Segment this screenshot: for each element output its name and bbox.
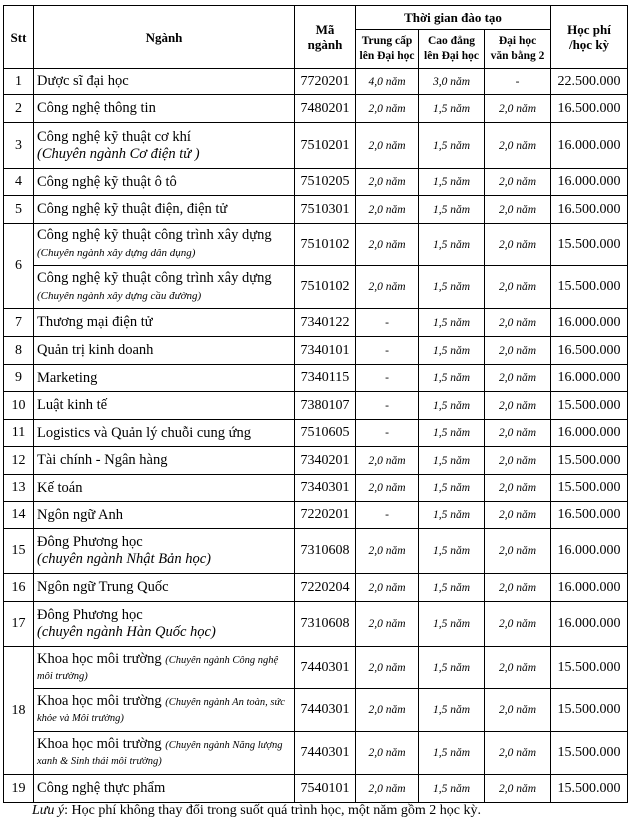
duration-college-cell: 1,5 năm	[419, 196, 485, 224]
table-row	[4, 689, 628, 732]
code-cell: 7340122	[295, 309, 356, 337]
fee-cell: 15.500.000	[551, 392, 628, 420]
major-cell	[34, 123, 295, 169]
duration-college-cell: 1,5 năm	[419, 337, 485, 365]
header-code-line1: Mã	[315, 22, 335, 37]
header-second-degree-line2: văn bằng 2	[490, 50, 545, 62]
major-cell	[34, 529, 295, 574]
duration-second-degree-cell: 2,0 năm	[485, 775, 551, 803]
major-name: Công nghệ kỹ thuật công trình xây dựng	[37, 269, 272, 286]
fee-cell: 15.500.000	[551, 689, 628, 732]
duration-intermediate-cell: 2,0 năm	[356, 123, 419, 169]
duration-college-cell: 1,5 năm	[419, 420, 485, 447]
duration-intermediate-cell: 2,0 năm	[356, 95, 419, 123]
major-name: Khoa học môi trường	[37, 736, 162, 752]
duration-intermediate-cell: 2,0 năm	[356, 266, 419, 309]
table-row	[4, 529, 628, 574]
table-row	[4, 392, 628, 420]
table-row	[4, 169, 628, 196]
major-cell: Marketing	[34, 365, 295, 392]
header-college-line1: Cao đẳng	[428, 35, 475, 47]
major-specialization: (Chuyên ngành Công nghệ môi trường)	[37, 654, 279, 682]
major-name: Đông Phương học	[37, 534, 143, 550]
duration-college-cell: 3,0 năm	[419, 69, 485, 95]
fee-cell: 16.000.000	[551, 123, 628, 169]
duration-college-cell: 1,5 năm	[419, 392, 485, 420]
major-name: Khoa học môi trường	[37, 693, 162, 709]
major-specialization: (Chuyên ngành An toàn, sức khỏe và Môi trường)	[37, 697, 285, 724]
major-specialization: (Chuyên ngành xây dựng cầu đường)	[37, 289, 202, 302]
duration-intermediate-cell: 2,0 năm	[356, 647, 419, 689]
major-cell: Công nghệ kỹ thuật ô tô	[34, 169, 295, 196]
header-second-degree-line1: Đại học	[498, 35, 537, 47]
code-cell: 7510205	[295, 169, 356, 196]
duration-college-cell: 1,5 năm	[419, 169, 485, 196]
duration-college-cell: 1,5 năm	[419, 475, 485, 502]
duration-second-degree-cell: 2,0 năm	[485, 309, 551, 337]
duration-second-degree-cell: 2,0 năm	[485, 95, 551, 123]
stt-cell: 14	[4, 502, 34, 529]
fee-cell: 15.500.000	[551, 775, 628, 803]
major-name: Công nghệ kỹ thuật cơ khí	[37, 128, 191, 145]
stt-cell: 13	[4, 475, 34, 502]
table-row	[4, 502, 628, 529]
fee-cell: 15.500.000	[551, 266, 628, 309]
major-cell	[34, 647, 295, 689]
duration-second-degree-cell: 2,0 năm	[485, 447, 551, 475]
code-cell: 7380107	[295, 392, 356, 420]
header-major: Ngành	[34, 6, 295, 69]
header-fee-line2: /học kỳ	[568, 37, 610, 52]
header-second-degree	[485, 30, 551, 69]
fee-cell: 16.500.000	[551, 196, 628, 224]
code-cell: 7510102	[295, 266, 356, 309]
stt-cell: 18	[4, 647, 34, 775]
duration-college-cell: 1,5 năm	[419, 365, 485, 392]
major-cell	[34, 732, 295, 775]
duration-second-degree-cell: 2,0 năm	[485, 337, 551, 365]
duration-second-degree-cell: 2,0 năm	[485, 196, 551, 224]
major-cell: Công nghệ kỹ thuật điện, điện tử	[34, 196, 295, 224]
duration-second-degree-cell: -	[485, 69, 551, 95]
duration-second-degree-cell: 2,0 năm	[485, 529, 551, 574]
fee-cell: 15.500.000	[551, 224, 628, 266]
footnote-text: : Học phí không thay đổi trong suốt quá trình học, một năm gồm 2 học kỳ.	[64, 803, 481, 818]
footnote-label: Lưu ý	[32, 803, 65, 818]
duration-intermediate-cell: 2,0 năm	[356, 196, 419, 224]
table-row	[4, 574, 628, 602]
header-fee	[551, 6, 628, 69]
major-name: Đông Phương học	[37, 607, 143, 623]
stt-cell: 11	[4, 420, 34, 447]
table-row	[4, 447, 628, 475]
stt-cell: 2	[4, 95, 34, 123]
major-cell	[34, 224, 295, 266]
duration-college-cell: 1,5 năm	[419, 266, 485, 309]
fee-cell: 16.000.000	[551, 365, 628, 392]
duration-college-cell: 1,5 năm	[419, 502, 485, 529]
duration-college-cell: 1,5 năm	[419, 95, 485, 123]
major-cell: Logistics và Quản lý chuỗi cung ứng	[34, 420, 295, 447]
code-cell: 7340101	[295, 337, 356, 365]
code-cell: 7480201	[295, 95, 356, 123]
code-cell: 7340201	[295, 447, 356, 475]
fee-cell: 15.500.000	[551, 475, 628, 502]
duration-college-cell: 1,5 năm	[419, 689, 485, 732]
fee-cell: 16.500.000	[551, 502, 628, 529]
major-cell: Dược sĩ đại học	[34, 69, 295, 95]
fee-cell: 15.500.000	[551, 447, 628, 475]
table-row	[4, 420, 628, 447]
header-duration: Thời gian đào tạo	[356, 6, 551, 30]
code-cell: 7510102	[295, 224, 356, 266]
major-cell: Công nghệ thông tin	[34, 95, 295, 123]
stt-cell: 1	[4, 69, 34, 95]
table-row	[4, 196, 628, 224]
major-name: Khoa học môi trường	[37, 650, 162, 667]
stt-cell: 19	[4, 775, 34, 803]
duration-second-degree-cell: 2,0 năm	[485, 365, 551, 392]
header-code	[295, 6, 356, 69]
duration-college-cell: 1,5 năm	[419, 775, 485, 803]
code-cell: 7440301	[295, 647, 356, 689]
duration-intermediate-cell: 2,0 năm	[356, 224, 419, 266]
table-row	[4, 647, 628, 689]
stt-cell: 8	[4, 337, 34, 365]
fee-cell: 16.000.000	[551, 169, 628, 196]
table-row	[4, 365, 628, 392]
major-cell: Công nghệ thực phẩm	[34, 775, 295, 803]
stt-cell: 10	[4, 392, 34, 420]
header-fee-line1: Học phí	[567, 22, 611, 37]
major-cell: Kế toán	[34, 475, 295, 502]
header-college-line2: lên Đại học	[424, 50, 479, 62]
table-row	[4, 602, 628, 647]
major-name: Công nghệ kỹ thuật công trình xây dựng	[37, 227, 272, 243]
duration-intermediate-cell: -	[356, 309, 419, 337]
duration-intermediate-cell: 2,0 năm	[356, 689, 419, 732]
duration-second-degree-cell: 2,0 năm	[485, 602, 551, 647]
major-cell: Thương mại điện tử	[34, 309, 295, 337]
header-stt: Stt	[4, 6, 34, 69]
fee-cell: 16.000.000	[551, 420, 628, 447]
table-row	[4, 123, 628, 169]
fee-cell: 22.500.000	[551, 69, 628, 95]
stt-cell: 5	[4, 196, 34, 224]
table-row	[4, 95, 628, 123]
header-intermediate-line2: lên Đại học	[359, 50, 415, 62]
duration-second-degree-cell: 2,0 năm	[485, 123, 551, 169]
table-row	[4, 775, 628, 803]
code-cell: 7310608	[295, 529, 356, 574]
duration-second-degree-cell: 2,0 năm	[485, 502, 551, 529]
fee-cell: 16.000.000	[551, 574, 628, 602]
major-cell: Ngôn ngữ Trung Quốc	[34, 574, 295, 602]
table-row	[4, 732, 628, 775]
duration-second-degree-cell: 2,0 năm	[485, 574, 551, 602]
code-cell: 7720201	[295, 69, 356, 95]
duration-intermediate-cell: -	[356, 365, 419, 392]
stt-cell: 7	[4, 309, 34, 337]
duration-second-degree-cell: 2,0 năm	[485, 392, 551, 420]
duration-intermediate-cell: 2,0 năm	[356, 169, 419, 196]
code-cell: 7310608	[295, 602, 356, 647]
duration-second-degree-cell: 2,0 năm	[485, 689, 551, 732]
fee-cell: 16.500.000	[551, 95, 628, 123]
table-row	[4, 337, 628, 365]
duration-college-cell: 1,5 năm	[419, 574, 485, 602]
table-row	[4, 266, 628, 309]
major-cell	[34, 689, 295, 732]
duration-intermediate-cell: -	[356, 337, 419, 365]
duration-intermediate-cell: 2,0 năm	[356, 447, 419, 475]
code-cell: 7340115	[295, 365, 356, 392]
stt-cell: 15	[4, 529, 34, 574]
duration-second-degree-cell: 2,0 năm	[485, 169, 551, 196]
major-specialization: (chuyên ngành Nhật Bản học)	[37, 551, 211, 567]
code-cell: 7510201	[295, 123, 356, 169]
duration-intermediate-cell: 2,0 năm	[356, 574, 419, 602]
stt-cell: 12	[4, 447, 34, 475]
duration-college-cell: 1,5 năm	[419, 447, 485, 475]
header-code-line2: ngành	[307, 37, 343, 52]
fee-cell: 16.000.000	[551, 529, 628, 574]
header-college	[419, 30, 485, 69]
duration-intermediate-cell: 2,0 năm	[356, 602, 419, 647]
duration-college-cell: 1,5 năm	[419, 602, 485, 647]
fee-cell: 16.000.000	[551, 602, 628, 647]
code-cell: 7220201	[295, 502, 356, 529]
table-row	[4, 224, 628, 266]
table-row	[4, 475, 628, 502]
duration-college-cell: 1,5 năm	[419, 309, 485, 337]
fee-cell: 15.500.000	[551, 732, 628, 775]
duration-college-cell: 1,5 năm	[419, 123, 485, 169]
code-cell: 7340301	[295, 475, 356, 502]
stt-cell: 4	[4, 169, 34, 196]
major-cell: Luật kinh tế	[34, 392, 295, 420]
fee-cell: 15.500.000	[551, 647, 628, 689]
stt-cell: 9	[4, 365, 34, 392]
stt-cell: 6	[4, 224, 34, 309]
duration-intermediate-cell: -	[356, 502, 419, 529]
duration-college-cell: 1,5 năm	[419, 224, 485, 266]
code-cell: 7440301	[295, 689, 356, 732]
duration-intermediate-cell: 2,0 năm	[356, 732, 419, 775]
tuition-table	[3, 5, 628, 803]
duration-second-degree-cell: 2,0 năm	[485, 475, 551, 502]
fee-cell: 16.000.000	[551, 309, 628, 337]
duration-intermediate-cell: 2,0 năm	[356, 775, 419, 803]
stt-cell: 17	[4, 602, 34, 647]
stt-cell: 3	[4, 123, 34, 169]
major-specialization: (Chuyên ngành Cơ điện tử )	[37, 145, 200, 162]
major-specialization: (chuyên ngành Hàn Quốc học)	[37, 624, 216, 640]
header-intermediate-line1: Trung cấp	[361, 35, 413, 47]
code-cell: 7540101	[295, 775, 356, 803]
major-cell	[34, 602, 295, 647]
code-cell: 7510605	[295, 420, 356, 447]
duration-intermediate-cell: 2,0 năm	[356, 529, 419, 574]
stt-cell: 16	[4, 574, 34, 602]
code-cell: 7510301	[295, 196, 356, 224]
duration-intermediate-cell: -	[356, 420, 419, 447]
duration-second-degree-cell: 2,0 năm	[485, 732, 551, 775]
duration-intermediate-cell: 2,0 năm	[356, 475, 419, 502]
major-cell: Quản trị kinh doanh	[34, 337, 295, 365]
header-intermediate	[356, 30, 419, 69]
major-specialization: (Chuyên ngành Năng lượng xanh & Sinh thái môi trường)	[37, 740, 283, 767]
code-cell: 7440301	[295, 732, 356, 775]
major-cell: Ngôn ngữ Anh	[34, 502, 295, 529]
duration-second-degree-cell: 2,0 năm	[485, 647, 551, 689]
duration-intermediate-cell: -	[356, 392, 419, 420]
code-cell: 7220204	[295, 574, 356, 602]
duration-second-degree-cell: 2,0 năm	[485, 420, 551, 447]
duration-second-degree-cell: 2,0 năm	[485, 224, 551, 266]
duration-college-cell: 1,5 năm	[419, 732, 485, 775]
major-cell	[34, 266, 295, 309]
duration-intermediate-cell: 4,0 năm	[356, 69, 419, 95]
major-cell: Tài chính - Ngân hàng	[34, 447, 295, 475]
major-specialization: (Chuyên ngành xây dựng dân dụng)	[37, 247, 196, 259]
table-row	[4, 309, 628, 337]
fee-cell: 16.500.000	[551, 337, 628, 365]
duration-second-degree-cell: 2,0 năm	[485, 266, 551, 309]
duration-college-cell: 1,5 năm	[419, 647, 485, 689]
duration-college-cell: 1,5 năm	[419, 529, 485, 574]
footnote	[32, 803, 481, 819]
table-row	[4, 69, 628, 95]
